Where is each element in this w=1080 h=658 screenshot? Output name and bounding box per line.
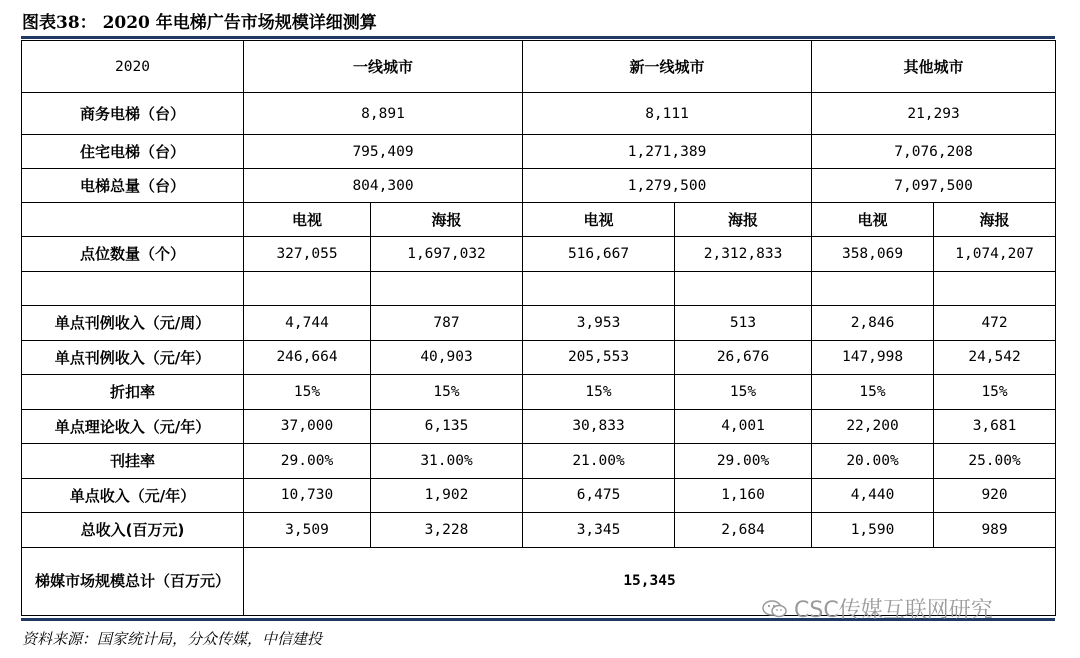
table-cell: 4,001 [675, 409, 812, 444]
table-cell: 15% [934, 375, 1056, 410]
table-cell: 15% [371, 375, 523, 410]
table-cell: 358,069 [812, 237, 934, 272]
table-cell: 4,440 [812, 478, 934, 513]
table-cell: 29.00% [244, 444, 371, 479]
table-cell: 472 [934, 306, 1056, 341]
table-cell: 21,293 [812, 93, 1056, 135]
table-row [22, 340, 1056, 375]
table-cell: 30,833 [523, 409, 675, 444]
table-cell: 8,111 [523, 93, 812, 135]
table-cell: 20.00% [812, 444, 934, 479]
subheader-cell: 海报 [934, 203, 1056, 237]
table-cell: 3,228 [371, 513, 523, 548]
table-cell: 15% [675, 375, 812, 410]
table-cell: 787 [371, 306, 523, 341]
table-cell: 804,300 [244, 169, 523, 203]
table-row [22, 306, 1056, 341]
table-cell: 15% [812, 375, 934, 410]
subheader-row [22, 203, 1056, 237]
row-label: 电梯总量（台） [22, 169, 244, 203]
source-note: 资料来源：国家统计局，分众传媒，中信建投 [22, 630, 323, 648]
table-row [22, 513, 1056, 548]
table-cell: 246,664 [244, 340, 371, 375]
table-cell: 920 [934, 478, 1056, 513]
watermark-text: CSC传媒互联网研究 [794, 598, 993, 623]
table-cell: 205,553 [523, 340, 675, 375]
subheader-cell: 海报 [371, 203, 523, 237]
table-cell [371, 271, 523, 306]
table-cell: 147,998 [812, 340, 934, 375]
header-new-tier1: 新一线城市 [523, 41, 812, 93]
table-cell: 1,902 [371, 478, 523, 513]
table-cell: 29.00% [675, 444, 812, 479]
table-cell [244, 271, 371, 306]
table-cell: 10,730 [244, 478, 371, 513]
row-label: 点位数量（个） [22, 237, 244, 272]
market-size-table [21, 40, 1056, 616]
table-cell: 2,312,833 [675, 237, 812, 272]
row-label: 住宅电梯（台） [22, 135, 244, 169]
table-cell: 3,509 [244, 513, 371, 548]
table-cell: 40,903 [371, 340, 523, 375]
table-cell: 327,055 [244, 237, 371, 272]
table-row [22, 409, 1056, 444]
table-row [22, 444, 1056, 479]
row-label: 商务电梯（台） [22, 93, 244, 135]
table-cell: 15% [523, 375, 675, 410]
table-cell: 1,697,032 [371, 237, 523, 272]
table-cell: 1,160 [675, 478, 812, 513]
row-label [22, 271, 244, 306]
row-label: 单点刊例收入（元/年） [22, 340, 244, 375]
table-cell [812, 271, 934, 306]
table-cell: 989 [934, 513, 1056, 548]
table-row [22, 237, 1056, 272]
subheader-cell: 电视 [812, 203, 934, 237]
table-cell [523, 271, 675, 306]
header-year: 2020 [22, 41, 244, 93]
table-cell: 4,744 [244, 306, 371, 341]
header-other: 其他城市 [812, 41, 1056, 93]
table-cell: 8,891 [244, 93, 523, 135]
table-cell: 7,076,208 [812, 135, 1056, 169]
row-label: 折扣率 [22, 375, 244, 410]
table-cell: 2,846 [812, 306, 934, 341]
table-row [22, 478, 1056, 513]
table-cell: 7,097,500 [812, 169, 1056, 203]
row-label: 刊挂率 [22, 444, 244, 479]
table-cell: 6,135 [371, 409, 523, 444]
table-cell [675, 271, 812, 306]
row-label: 单点收入（元/年） [22, 478, 244, 513]
header-tier1: 一线城市 [244, 41, 523, 93]
row-label: 单点刊例收入（元/周） [22, 306, 244, 341]
table-cell: 3,345 [523, 513, 675, 548]
table-cell: 26,676 [675, 340, 812, 375]
wechat-icon [762, 599, 788, 619]
table-cell [934, 271, 1056, 306]
table-cell: 516,667 [523, 237, 675, 272]
top-rule [21, 36, 1055, 39]
merged-row [22, 135, 1056, 169]
table-cell: 2,684 [675, 513, 812, 548]
table-cell: 24,542 [934, 340, 1056, 375]
subheader-cell: 电视 [244, 203, 371, 237]
table-row [22, 271, 1056, 306]
table-cell: 3,953 [523, 306, 675, 341]
table-cell: 1,590 [812, 513, 934, 548]
table-cell: 1,279,500 [523, 169, 812, 203]
table-cell: 15% [244, 375, 371, 410]
total-label: 梯媒市场规模总计（百万元） [22, 547, 244, 615]
table-row [22, 375, 1056, 410]
subheader-cell: 海报 [675, 203, 812, 237]
table-cell: 1,074,207 [934, 237, 1056, 272]
subheader-cell: 电视 [523, 203, 675, 237]
watermark [762, 593, 993, 624]
merged-row [22, 169, 1056, 203]
table-cell: 3,681 [934, 409, 1056, 444]
figure-title: 图表38： 2020 年电梯广告市场规模详细测算 [22, 13, 377, 33]
empty-cell [22, 203, 244, 237]
table-cell: 795,409 [244, 135, 523, 169]
header-row [22, 41, 1056, 93]
merged-row [22, 93, 1056, 135]
table-cell: 1,271,389 [523, 135, 812, 169]
table-cell: 513 [675, 306, 812, 341]
table-cell: 6,475 [523, 478, 675, 513]
table-cell: 37,000 [244, 409, 371, 444]
table-cell: 25.00% [934, 444, 1056, 479]
table-cell: 21.00% [523, 444, 675, 479]
row-label: 总收入(百万元) [22, 513, 244, 548]
row-label: 单点理论收入（元/年） [22, 409, 244, 444]
table-cell: 22,200 [812, 409, 934, 444]
total-value: 15,345 [244, 547, 1056, 615]
table-cell: 31.00% [371, 444, 523, 479]
